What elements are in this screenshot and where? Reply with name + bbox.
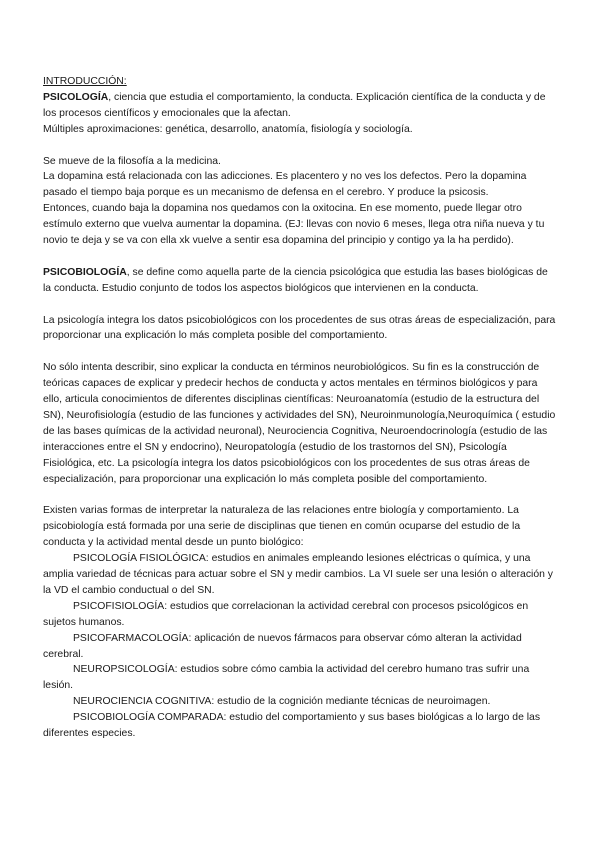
psicologia-def-text: , ciencia que estudia el comportamiento, la conducta. Explicación científica de la conducta y de los procesos científicos y emocionales que la afectan. [43, 91, 546, 119]
discipline-item: NEUROPSICOLOGÍA: estudios sobre cómo cambia la actividad del cerebro humano tras sufrir una lesión. [43, 664, 530, 692]
neurobiology-paragraph: No sólo intenta describir, sino explicar la conducta en términos neurobiológicos. Su fin es la construcción de teóricas capaces de explicar y predecir hechos de conducta y actos mentales en términos biológicos y para ello, articula conocimientos de diferentes disciplinas científicas: Neuroanatomía (estudio de la estructura del SN), Neurofisiología (estudio de las funciones y actividades del SN), Neuroinmunología,Neuroquímica ( estudio de las bases químicas de la actividad neuronal), Neurociencia Cognitiva, Neuroendocrinología (estudio de las interacciones entre el SN y endocrino), Neuropatología (estudio de los trastornos del SN), Psicología Fisiológica, etc. La psicología integra los datos psicobiológicos con los procedentes de sus otras áreas de especialización, para proporcionar una explicación lo más completa posible del comportamiento. [43, 362, 556, 485]
spacer [43, 488, 557, 504]
spacer [43, 138, 557, 154]
discipline-item: PSICOFARMACOLOGÍA: aplicación de nuevos fármacos para observar cómo alteran la actividad cerebral. [43, 632, 522, 660]
integration-paragraph: La psicología integra los datos psicobiológicos con los procedentes de sus otras áreas de especialización, para proporcionar una explicación lo más completa posible del comportamiento. [43, 314, 556, 342]
spacer [43, 297, 557, 313]
disciplines-intro: Existen varias formas de interpretar la naturaleza de las relaciones entre biología y comportamiento. La psicobiología está formada por una serie de disciplinas que tienen en común ocuparse del estudio de la conducta y la actividad mental desde un punto biológico: [43, 505, 521, 549]
approaches-text: Múltiples aproximaciones: genética, desarrollo, anatomía, fisiología y sociología. [43, 123, 413, 135]
discipline-item: NEUROCIENCIA COGNITIVA: estudio de la cognición mediante técnicas de neuroimagen. [73, 696, 491, 708]
discipline-item: PSICOFISIOLOGÍA: estudios que correlacionan la actividad cerebral con procesos psicológicos en sujetos humanos. [43, 600, 529, 628]
intro-heading: INTRODUCCIÓN: [43, 76, 127, 87]
psicobiologia-definition [43, 265, 557, 297]
dopamina-text: La dopamina está relacionada con las adicciones. Es placentero y no ves los defectos. Pero la dopamina pasado el tiempo baja porque es un mecanismo de defensa en el cerebro. Y produce la psicosis. [43, 171, 527, 199]
psicologia-definition [43, 90, 557, 122]
discipline-item: PSICOBIOLOGÍA COMPARADA: estudio del comportamiento y sus bases biológicas a lo largo de las diferentes especies. [43, 712, 541, 740]
psicobiologia-term: PSICOBIOLOGÍA [43, 266, 127, 278]
discipline-item: PSICOLOGÍA FISIOLÓGICA: estudios en animales empleando lesiones eléctricas o química, y una amplia variedad de técnicas para actuar sobre el SN y medir cambios. La VI suele ser una lesión o alteración y la VD el cambio conductual o del SN. [43, 553, 553, 596]
filosofia-line: Se mueve de la filosofía a la medicina. [43, 155, 221, 167]
spacer [43, 249, 557, 265]
spacer [43, 344, 557, 360]
oxitocina-text: Entonces, cuando baja la dopamina nos quedamos con la oxitocina. En ese momento, puede llegar otro estímulo externo que vuelva aumentar la dopamina. (EJ: llevas con novio 6 meses, llega otra niña nueva y tu novio te deja y se va con ella xk vuelve a sentir esa dopamina del principio y contigo ya la ha perdido). [43, 203, 545, 247]
psicologia-term: PSICOLOGÍA [43, 91, 109, 103]
psicobiologia-def-text: , se define como aquella parte de la ciencia psicológica que estudia las bases biológicas de la conducta. Estudio conjunto de todos los aspectos biológicos que intervienen en la conducta. [43, 266, 548, 294]
